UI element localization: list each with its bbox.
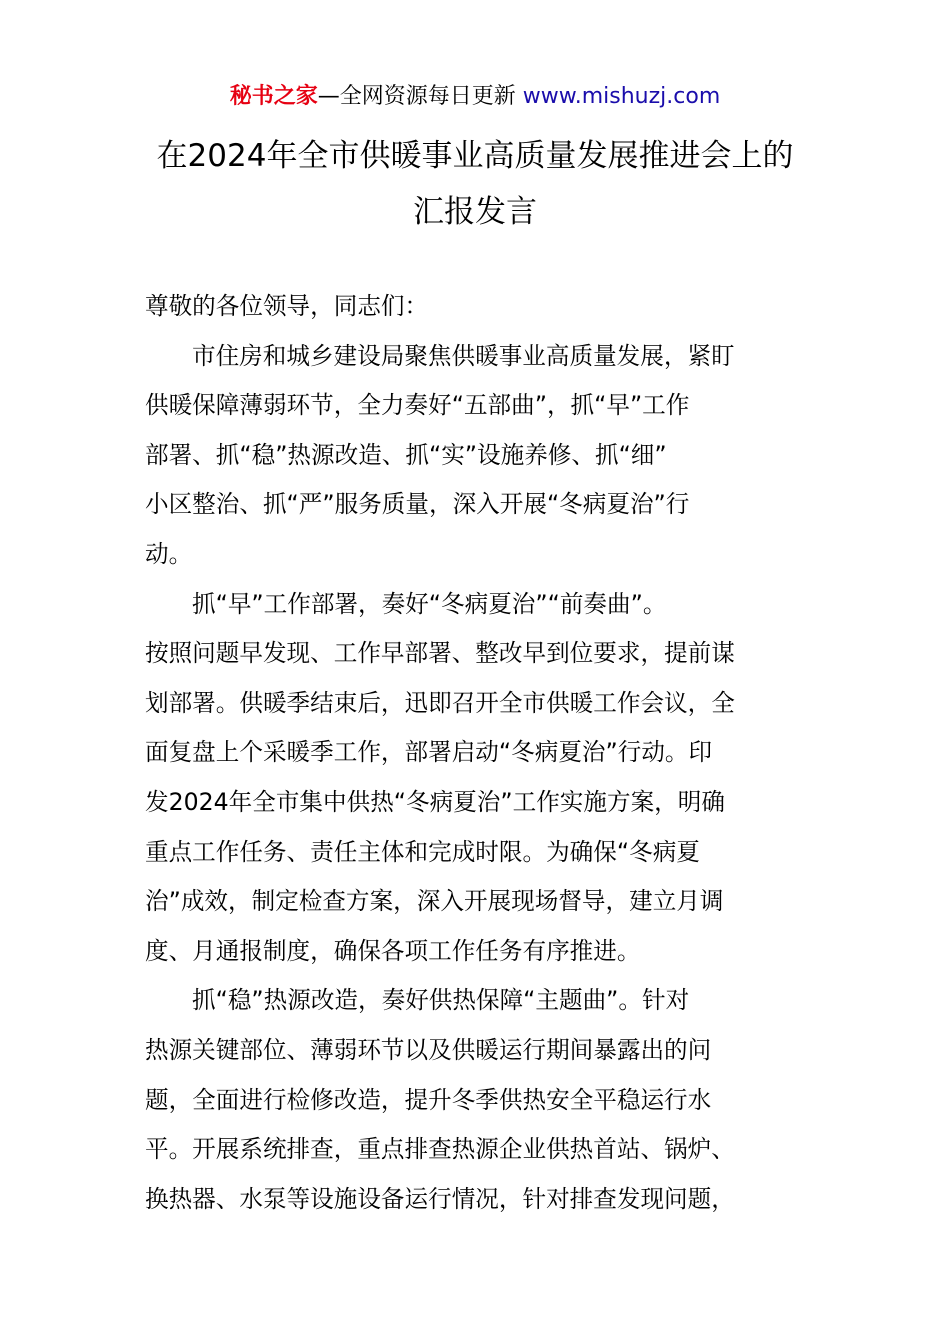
- document-title: [0, 128, 950, 240]
- paragraph-line: 平。开展系统排查，重点排查热源企业供热首站、锅炉、: [145, 1135, 735, 1164]
- paragraph-line: 面复盘上个采暖季工作，部署启动“冬病夏治”行动。印: [145, 738, 713, 767]
- title-line-2: 汇报发言: [413, 194, 537, 230]
- paragraph-line: 抓“早”工作部署，奏好“冬病夏治”“前奏曲”。: [192, 589, 667, 618]
- paragraph-line: 治”成效，制定检查方案，深入开展现场督导，建立月调: [145, 887, 724, 916]
- paragraph-line: 划部署。供暖季结束后，迅即召开全市供暖工作会议，全: [145, 688, 735, 717]
- paragraph-line: 题，全面进行检修改造，提升冬季供热安全平稳运行水: [145, 1085, 712, 1114]
- paragraph-line: 重点工作任务、责任主体和完成时限。为确保“冬病夏: [145, 837, 700, 866]
- site-header: [0, 82, 950, 112]
- paragraph-line: 市住房和城乡建设局聚焦供暖事业高质量发展，紧盯: [192, 341, 735, 370]
- paragraph-line: 换热器、水泵等设施设备运行情况，针对排查发现问题，: [145, 1184, 735, 1213]
- salutation: 尊敬的各位领导，同志们：: [145, 292, 429, 320]
- document-body: [145, 282, 810, 1224]
- paragraph-line: 度、月通报制度，确保各项工作任务有序推进。: [145, 936, 641, 965]
- paragraph-line: 小区整治、抓“严”服务质量，深入开展“冬病夏治”行: [145, 490, 690, 519]
- paragraph-line: 发2024年全市集中供热“冬病夏治”工作实施方案，明确: [145, 787, 725, 816]
- site-brand: 秘书之家: [229, 84, 318, 109]
- paragraph-line: 热源关键部位、薄弱环节以及供暖运行期间暴露出的问: [145, 1035, 712, 1064]
- paragraph-line: 部署、抓“稳”热源改造、抓“实”设施养修、抓“细”: [145, 440, 667, 469]
- paragraph-line: 动。: [145, 539, 193, 568]
- paragraph-line: 抓“稳”热源改造，奏好供热保障“主题曲”。针对: [192, 986, 690, 1015]
- site-url-link[interactable]: www.mishuzj.com: [522, 84, 721, 109]
- paragraph-line: 按照问题早发现、工作早部署、整改早到位要求，提前谋: [145, 639, 735, 668]
- site-slogan: —全网资源每日更新: [317, 84, 523, 109]
- paragraph-line: 供暖保障薄弱环节，全力奏好“五部曲”，抓“早”工作: [145, 391, 690, 420]
- title-line-1: 在2024年全市供暖事业高质量发展推进会上的: [156, 138, 794, 174]
